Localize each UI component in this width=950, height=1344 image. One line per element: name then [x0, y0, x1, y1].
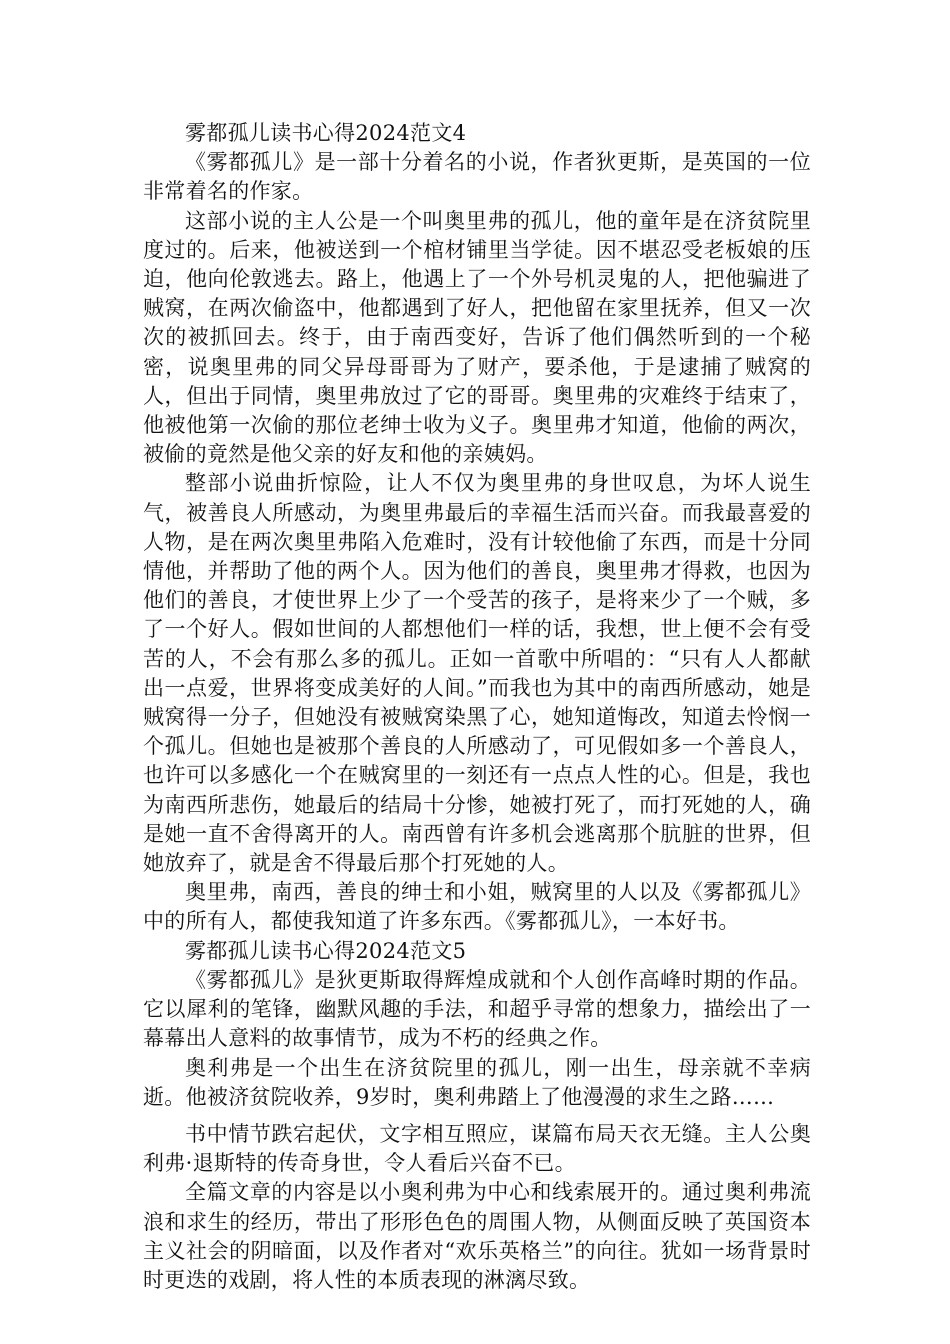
section-heading: 雾都孤儿读书心得2024范文4: [185, 121, 467, 145]
paragraph: 全篇文章的内容是以小奥利弗为中心和线索展开的。通过奥利弗流浪和求生的经历，带出了形形色色的周围人物，从侧面反映了英国资本主义社会的阴暗面，以及作者对“欢乐英格兰”的向往。犹如一场背景时时更迭的戏剧，将人性的本质表现的淋漓尽致。: [143, 1180, 811, 1292]
paragraph: 这部小说的主人公是一个叫奥里弗的孤儿，他的童年是在济贫院里度过的。后来，他被送到一个棺材铺里当学徒。因不堪忍受老板娘的压迫，他向伦敦逃去。路上，他遇上了一个外号机灵鬼的人，把他骗进了贼窝，在两次偷盗中，他都遇到了好人，把他留在家里抚养，但又一次次的被抓回去。终于，由于南西变好，告诉了他们偶然听到的一个秘密，说奥里弗的同父异母哥哥为了财产，要杀他，于是逮捕了贼窝的人，但出于同情，奥里弗放过了它的哥哥。奥里弗的灾难终于结束了，他被他第一次偷的那位老绅士收为义子。奥里弗才知道，他偷的两次，被偷的竟然是他父亲的好友和他的亲姨妈。: [143, 208, 811, 467]
paragraph: 《雾都孤儿》是一部十分着名的小说，作者狄更斯，是英国的一位非常着名的作家。: [143, 150, 811, 204]
paragraph: 奥利弗是一个出生在济贫院里的孤儿，刚一出生，母亲就不幸病逝。他被济贫院收养，9岁时，奥利弗踏上了他漫漫的求生之路……: [143, 1055, 811, 1109]
paragraph: 整部小说曲折惊险，让人不仅为奥里弗的身世叹息，为坏人说生气，被善良人所感动，为奥里弗最后的幸福生活而兴奋。而我最喜爱的人物，是在两次奥里弗陷入危难时，没有计较他偷了东西，而是十分同情他，并帮助了他的两个人。因为他们的善良，奥里弗才得救，也因为他们的善良，才使世界上少了一个受苦的孩子，是将来少了一个贼，多了一个好人。假如世间的人都想他们一样的话，我想，世上便不会有受苦的人，不会有那么多的孤儿。正如一首歌中所唱的：“只有人人都献出一点爱，世界将变成美好的人间。”而我也为其中的南西所感动，她是贼窝得一分子，但她没有被贼窝染黑了心，她知道悔改，知道去怜悯一个孤儿。但她也是被那个善良的人所感动了，可见假如多一个善良人，也许可以多感化一个在贼窝里的一刻还有一点点人性的心。但是，我也为南西所悲伤，她最后的结局十分惨，她被打死了，而打死她的人，确是她一直不舍得离开的人。南西曾有许多机会逃离那个肮脏的世界，但她放弃了，就是舍不得最后那个打死她的人。: [143, 471, 811, 876]
paragraph: 奥里弗，南西，善良的绅士和小姐，贼窝里的人以及《雾都孤儿》中的所有人，都使我知道了许多东西。《雾都孤儿》，一本好书。: [143, 880, 811, 934]
document-page: [143, 119, 811, 1295]
paragraph: 《雾都孤儿》是狄更斯取得辉煌成就和个人创作高峰时期的作品。它以犀利的笔锋，幽默风趣的手法，和超乎寻常的想象力，描绘出了一幕幕出人意料的故事情节，成为不朽的经典之作。: [143, 967, 811, 1051]
paragraph-gap: [143, 1112, 811, 1120]
section-heading: 雾都孤儿读书心得2024范文5: [185, 938, 467, 963]
paragraph: 书中情节跌宕起伏，文字相互照应，谋篇布局天衣无缝。主人公奥利弗·退斯特的传奇身世，令人看后兴奋不已。: [143, 1121, 811, 1176]
